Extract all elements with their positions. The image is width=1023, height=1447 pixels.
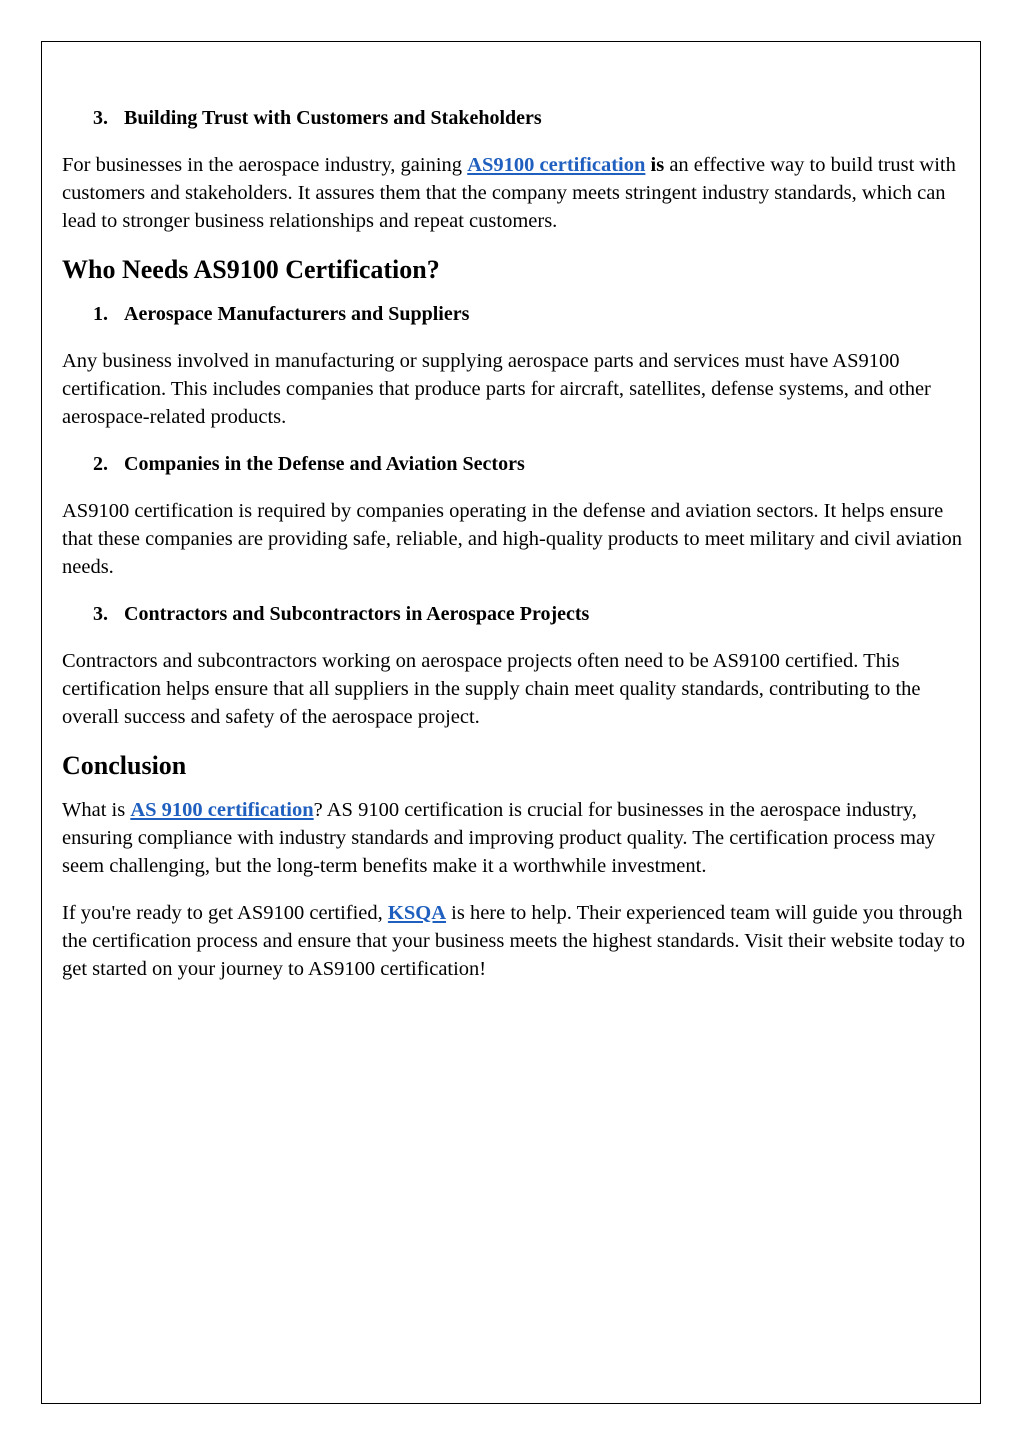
list-number: 3. — [93, 107, 108, 129]
text-span: If you're ready to get AS9100 certified, — [62, 902, 388, 924]
list-number: 3. — [93, 603, 108, 625]
paragraph-conclusion-1 — [62, 796, 967, 880]
list-heading-text: Building Trust with Customers and Stakeholders — [124, 107, 542, 129]
text-span: For businesses in the aerospace industry, gaining — [62, 154, 468, 176]
text-span: What is — [62, 799, 131, 821]
list-heading-text: Aerospace Manufacturers and Suppliers — [124, 303, 470, 325]
list-number: 1. — [93, 303, 108, 325]
list-heading-manufacturers — [62, 300, 967, 328]
section-heading-who-needs: Who Needs AS9100 Certification? — [62, 255, 440, 284]
paragraph-building-trust — [62, 151, 967, 235]
list-heading-contractors — [62, 600, 967, 628]
as9100-certification-link[interactable]: AS9100 certification — [467, 154, 646, 176]
paragraph-conclusion-2 — [62, 899, 967, 983]
list-heading-defense-aviation — [62, 450, 967, 478]
list-heading-text: Companies in the Defense and Aviation Sectors — [124, 453, 525, 475]
text-span: an effective way to build trust with customers and stakeholders. It assures them that the company meets stringent industry standards, which can lead to stronger business relationships and repeat customers. — [62, 154, 956, 232]
as-9100-certification-link[interactable]: AS 9100 certification — [130, 799, 314, 821]
document-content — [62, 104, 967, 1002]
text-span: ? AS 9100 certification is crucial for businesses in the aerospace industry, ensuring compliance with industry standards and improving product quality. The certification process may seem challenging, but the long-term benefits make it a worthwhile investment. — [62, 799, 936, 877]
ksqa-link[interactable]: KSQA — [387, 902, 447, 924]
text-span: is here to help. Their experienced team will guide you through the certification process and ensure that your business meets the highest standards. Visit their website today to get started on your journey to AS9100 certification! — [62, 902, 966, 980]
paragraph-manufacturers: Any business involved in manufacturing or supplying aerospace parts and services must have AS9100 certification. This includes companies that produce parts for aircraft, satellites, defense systems, and other aerospace-related products. — [62, 350, 931, 428]
list-heading-building-trust — [62, 104, 967, 132]
section-heading-conclusion: Conclusion — [62, 751, 187, 780]
paragraph-defense-aviation: AS9100 certification is required by companies operating in the defense and aviation sectors. It helps ensure that these companies are providing safe, reliable, and high-quality products to meet military and civil aviation needs. — [62, 500, 963, 578]
list-heading-text: Contractors and Subcontractors in Aerospace Projects — [124, 603, 590, 625]
list-number: 2. — [93, 453, 108, 475]
paragraph-contractors: Contractors and subcontractors working on aerospace projects often need to be AS9100 certified. This certification helps ensure that all suppliers in the supply chain meet quality standards, contributing to the overall success and safety of the aerospace project. — [62, 650, 921, 728]
bold-text: is — [645, 154, 665, 176]
